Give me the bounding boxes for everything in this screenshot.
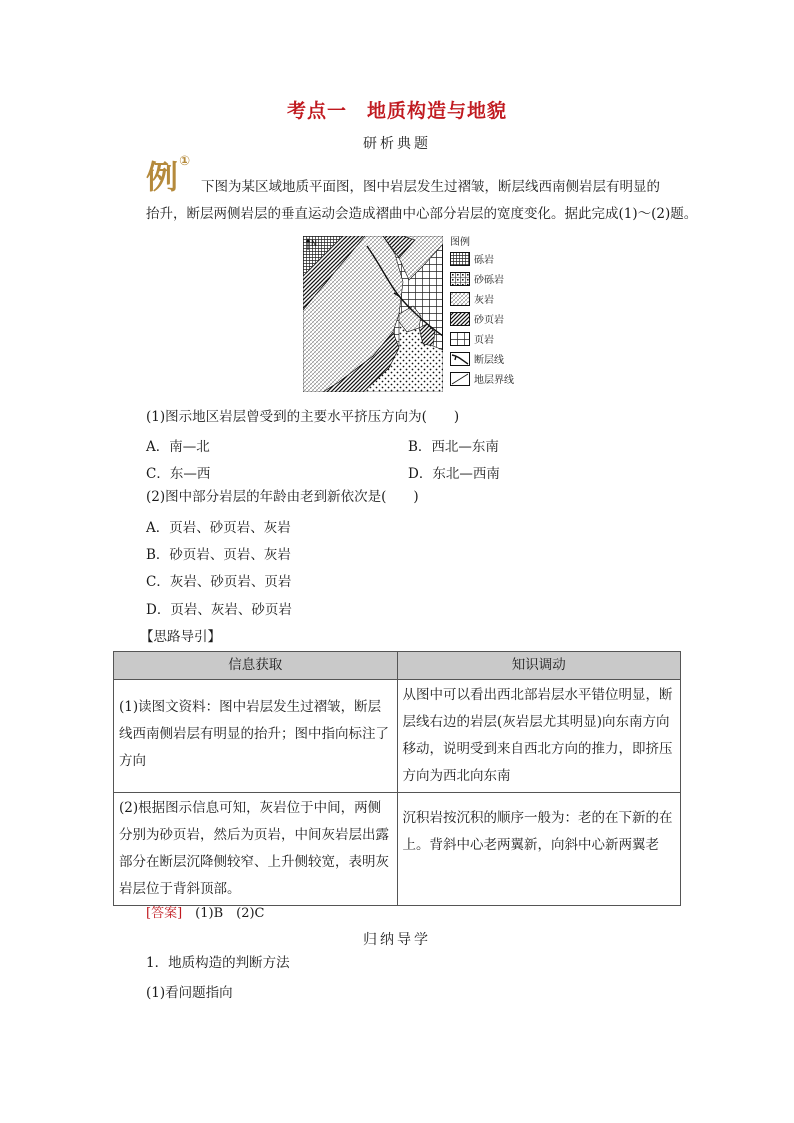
map-north-label: N [311,239,317,248]
q1-option-d: D．东北—西南 [408,466,500,482]
table-header-knowledge: 知识调动 [397,652,681,680]
question-2-stem: (2)图中部分岩层的年龄由老到新依次是( ) [146,489,419,505]
q2-option-b: B．砂页岩、页岩、灰岩 [146,547,291,563]
example-mark: 例① [146,154,191,196]
answer-tag: [答案] [146,906,183,921]
section-heading-analysis: 研析典题 [363,136,431,152]
question-1-stem: (1)图示地区岩层曾受到的主要水平挤压方向为( ) [146,409,460,425]
table-header-row [114,652,681,680]
guide-label: 【思路导引】 [140,629,221,645]
q2-option-c: C．灰岩、砂页岩、页岩 [146,574,292,590]
legend-item-fault: 断层线 [450,351,504,367]
example-intro-line1: 下图为某区域地质平面图，图中岩层发生过褶皱，断层线西南侧岩层有明显的 [201,179,660,195]
point-1-subheading: (1)看问题指向 [146,985,233,1001]
section-heading-summary: 归纳导学 [363,932,431,948]
legend-item-hui: 灰岩 [450,291,494,307]
table-row [114,793,681,906]
geologic-map [303,236,443,392]
page-title: 考点一 地质构造与地貌 [286,100,507,122]
table-cell: 沉积岩按沉积的顺序一般为：老的在下新的在上。背斜中心老两翼新，向斜中心新两翼老 [397,793,681,906]
table-cell: (2)根据图示信息可知，灰岩位于中间，两侧分别为砂页岩，然后为页岩，中间灰岩层出露部分在断层沉降侧较窄、上升侧较宽，表明灰岩层位于背斜顶部。 [114,793,398,906]
legend-title: 图例 [450,237,470,248]
legend-item-li: 砾岩 [450,251,494,267]
table-row [114,680,681,793]
point-1-heading: 1．地质构造的判断方法 [146,955,290,971]
q1-option-a: A．南—北 [146,439,210,455]
q1-option-b: B．西北—东南 [408,439,499,455]
answer-text: (1)B (2)C [195,906,265,921]
q2-option-d: D．页岩、灰岩、砂页岩 [146,602,292,618]
legend-item-ye: 页岩 [450,331,494,347]
q2-option-a: A．页岩、砂页岩、灰岩 [146,520,291,536]
table-header-info: 信息获取 [114,652,398,680]
legend-item-shali: 砂砾岩 [450,271,504,287]
answer-line [146,902,265,921]
guide-table [113,651,681,906]
example-intro-line2: 抬升，断层两侧岩层的垂直运动会造成褶曲中心部分岩层的宽度变化。据此完成(1)～(2)题。 [146,206,698,222]
legend-item-boundary: 地层界线 [450,371,514,387]
q1-option-c: C．东—西 [146,466,211,482]
legend-item-shaye: 砂页岩 [450,311,504,327]
table-cell: (1)读图文资料：图中岩层发生过褶皱，断层线西南侧岩层有明显的抬升；图中指向标注了方向 [114,680,398,793]
table-cell: 从图中可以看出西北部岩层水平错位明显，断层线右边的岩层(灰岩层尤其明显)向东南方向移动，说明受到来自西北方向的推力，即挤压方向为西北向东南 [397,680,681,793]
